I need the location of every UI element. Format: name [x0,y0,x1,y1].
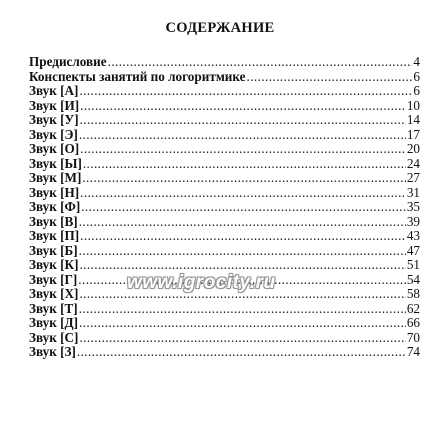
toc-dot-leader [79,316,406,331]
toc-entry-page-number: 43 [406,228,420,243]
toc-entry [29,244,420,259]
toc-entry-page-number: 24 [406,155,420,171]
toc-entry-label: Звук [Б] [29,242,78,258]
toc-entry-label: Звук [Д] [29,315,78,330]
toc-entry [29,186,420,201]
toc-entry [29,200,420,215]
toc-entry-page-number: 74 [406,344,420,359]
toc-entry-page-number: 31 [406,184,420,200]
toc-entry [29,273,420,288]
toc-entry [29,84,420,99]
toc-entry-page-number: 10 [406,97,420,113]
toc-dot-leader [79,287,405,302]
toc-dot-leader [247,70,413,85]
toc-entry-page-number: 6 [413,68,420,84]
toc-entry [29,157,420,172]
toc-entry [29,316,420,331]
toc-entry-label: Звук [У] [29,112,79,127]
toc-entry [29,171,420,186]
toc-entry-label: Конспекты занятий по логоритмике [29,68,246,84]
toc-dot-leader [78,273,406,288]
toc-entry [29,55,420,70]
toc-entry-page-number: 70 [406,329,420,345]
toc-dot-leader [80,113,406,128]
toc-entry [29,331,420,346]
watermark: www.igrocity.ru [127,272,276,293]
toc-entry-label: Звук [З] [29,344,76,359]
toc-entry-label: Звук [В] [29,213,78,229]
toc-entry-page-number: 35 [406,199,420,214]
toc-dot-leader [79,244,406,259]
toc-entry-page-number: 58 [406,286,420,301]
toc-dot-leader [80,229,406,244]
toc-dot-leader [80,142,406,157]
toc-dot-leader [79,84,412,99]
toc-entry-page-number: 47 [406,242,420,258]
toc-entry [29,128,420,143]
toc-entry-label: Звук [К] [29,257,79,272]
toc-entry-page-number: 62 [406,300,420,316]
toc-entry [29,345,420,360]
toc-entry-label: Звук [Э] [29,126,78,142]
toc-entry-page-number: 54 [406,271,420,287]
toc-entry [29,113,420,128]
toc-entry-page-number: 66 [406,315,420,330]
toc-entry-label: Звук [И] [29,97,80,113]
toc-entry-label: Звук [С] [29,329,79,345]
toc-entry-label: Звук [Ф] [29,199,81,214]
toc-dot-leader [79,258,405,273]
page-title: СОДЕРЖАНИЕ [165,20,275,36]
toc-dot-leader [79,331,405,346]
table-of-contents [29,55,420,360]
toc-entry-label: Звук [П] [29,228,80,243]
toc-entry [29,258,420,273]
toc-dot-leader [80,99,406,114]
toc-entry-page-number: 27 [406,170,420,185]
toc-entry-label: Звук [Т] [29,300,78,316]
toc-entry [29,229,420,244]
toc-entry-page-number: 39 [406,213,420,229]
toc-dot-leader [79,302,406,317]
toc-dot-leader [83,157,406,172]
toc-entry-label: Предисловие [29,54,107,69]
toc-entry-label: Звук [О] [29,141,80,156]
toc-entry-page-number: 6 [413,83,420,98]
toc-entry-page-number: 51 [406,257,420,272]
toc-dot-leader [81,200,406,215]
toc-entry-label: Звук [Х] [29,286,79,301]
toc-entry-label: Звук [Ы] [29,155,82,171]
toc-entry-page-number: 20 [406,141,420,156]
toc-entry-label: Звук [Н] [29,184,80,200]
toc-dot-leader [79,215,406,230]
toc-entry [29,142,420,157]
toc-entry [29,287,420,302]
toc-dot-leader [82,171,405,186]
toc-entry-label: Звук [М] [29,170,82,185]
toc-entry-page-number: 4 [413,54,420,69]
toc-dot-leader [77,345,406,360]
toc-dot-leader [80,186,406,201]
toc-entry-page-number: 17 [406,126,420,142]
toc-dot-leader [108,55,413,70]
toc-entry [29,302,420,317]
toc-entry-label: Звук [Г] [29,271,78,287]
toc-dot-leader [79,128,406,143]
toc-entry [29,99,420,114]
toc-entry-label: Звук [А] [29,83,79,98]
toc-entry [29,215,420,230]
toc-entry [29,70,420,85]
toc-entry-page-number: 14 [406,112,420,127]
